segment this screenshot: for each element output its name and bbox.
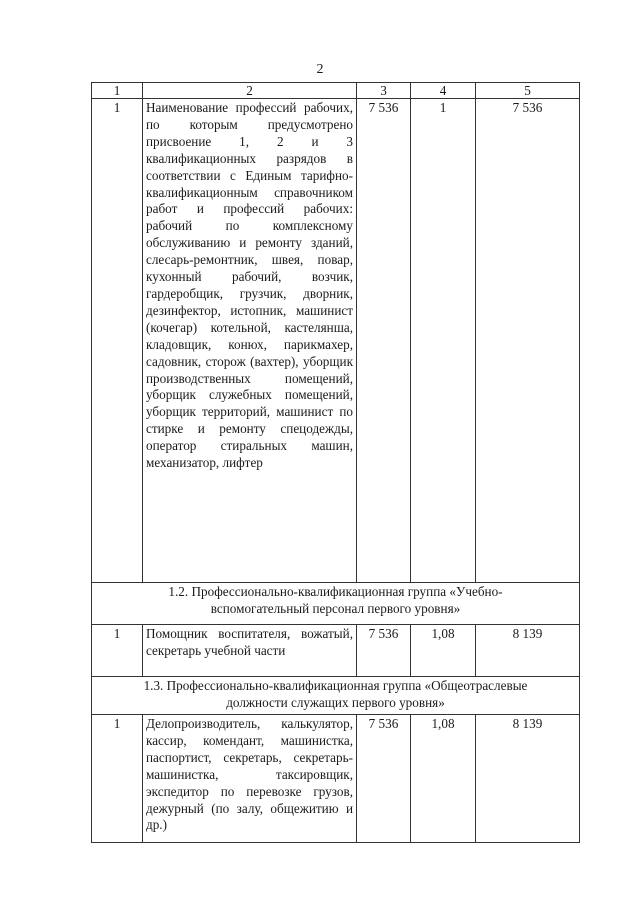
position-list-cell: Делопроизводитель, калькулятор, кассир, комендант, машинистка, паспортист, секретарь, секретарь-машинистка, таксировщик, экспедитор по перевозке грузов, дежурный (по залу, общежитию и др.) (143, 715, 357, 843)
column-header-5: 5 (476, 83, 580, 99)
salary-cell: 8 139 (476, 625, 580, 677)
base-salary-cell: 7 536 (357, 625, 411, 677)
row-level-cell: 1 (92, 715, 143, 843)
salary-cell: 8 139 (476, 715, 580, 843)
group-heading-line: должности служащих первого уровня» (226, 694, 445, 710)
table-header-row (92, 83, 580, 99)
group-heading-row (92, 677, 580, 715)
group-heading-1-3 (92, 677, 580, 715)
coefficient-cell: 1,08 (411, 715, 476, 843)
column-header-4: 4 (411, 83, 476, 99)
salary-cell: 7 536 (476, 99, 580, 583)
page-number: 2 (316, 62, 324, 77)
base-salary-cell: 7 536 (357, 715, 411, 843)
group-heading-row (92, 583, 580, 625)
table-row (92, 99, 580, 583)
group-heading-1-2 (92, 583, 580, 625)
row-level-cell: 1 (92, 625, 143, 677)
group-heading-line: 1.3. Профессионально-квалификационная группа «Общеотраслевые (143, 678, 528, 693)
row-level-cell: 1 (92, 99, 143, 583)
coefficient-cell: 1 (411, 99, 476, 583)
column-header-1: 1 (92, 83, 143, 99)
column-header-2: 2 (143, 83, 357, 99)
column-header-3: 3 (357, 83, 411, 99)
coefficient-cell: 1,08 (411, 625, 476, 677)
group-heading-line: вспомогательный персонал первого уровня» (210, 600, 461, 616)
table-row (92, 625, 580, 677)
salary-table (91, 82, 580, 843)
profession-list-cell: Наименование профессий рабочих, по которым предусмотрено присвоение 1, 2 и 3 квалификационных разрядов в соответствии с Единым тарифно-квалификационным справочником работ и профессий рабочих: рабочий по комплексному обслуживанию и ремонту зданий, слесарь-ремонтник, швея, повар, кухонный рабочий, возчик, гардеробщик, грузчик, дворник, дезинфектор, истопник, машинист (кочегар) котельной, кастелянша, кладовщик, конюх, парикмахер, садовник, сторож (вахтер), уборщик производственных помещений, уборщик служебных помещений, уборщик территорий, машинист по стирке и ремонту спецодежды, оператор стиральных машин, механизатор, лифтер (143, 99, 357, 583)
table-row (92, 715, 580, 843)
position-list-cell: Помощник воспитателя, вожатый, секретарь учебной части (143, 625, 357, 677)
base-salary-cell: 7 536 (357, 99, 411, 583)
group-heading-line: 1.2. Профессионально-квалификационная группа «Учебно- (168, 584, 503, 599)
